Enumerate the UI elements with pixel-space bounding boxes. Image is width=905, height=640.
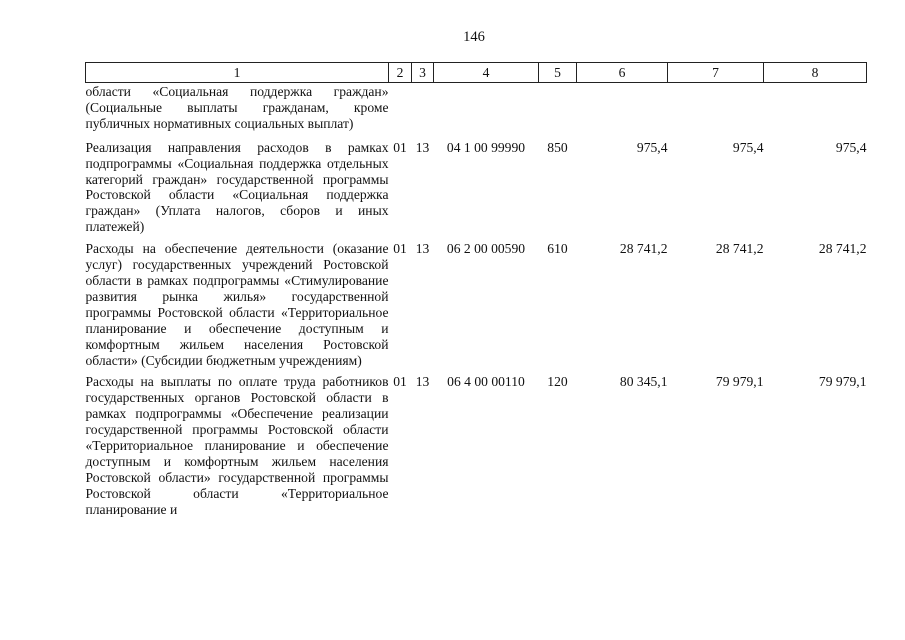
- row-subsection: [412, 83, 434, 140]
- row-amount-1: 975,4: [636, 139, 668, 155]
- header-row: [86, 63, 867, 83]
- row-section: 01: [393, 374, 407, 390]
- row-subsection: 13: [415, 374, 430, 390]
- header-cell-target-article: 4: [434, 63, 539, 83]
- row-target-article: 06 4 00 00110: [447, 374, 525, 390]
- row-amount-1: [577, 83, 668, 140]
- row-expense-type: [539, 83, 577, 140]
- budget-table: [85, 62, 867, 524]
- table-row: [86, 140, 867, 241]
- header-cell-amount-1: 6: [577, 63, 668, 83]
- row-amount-2: 975,4: [732, 139, 764, 155]
- row-expense-type: 610: [547, 241, 568, 257]
- page-number: 146: [463, 29, 485, 45]
- row-amount-3: [764, 83, 867, 140]
- header-cell-expense-type: 5: [539, 63, 577, 83]
- row-section: 01: [393, 139, 407, 155]
- row-description: Расходы на обеспечение деятельности (оказание услуг) государственных учреждений Ростовской области в рамках подпрограммы «Стимулирование развития рынка жилья» государственной программы Ростовской области «Территориальное планирование и обеспечение доступным и комфортным жильем населения Ростовской области» (Субсидии бюджетным учреждениям): [85, 241, 389, 368]
- row-section: [389, 83, 412, 140]
- row-target-article: [434, 83, 539, 140]
- header-cell-subsection: 3: [412, 63, 434, 83]
- row-subsection: 13: [415, 241, 430, 257]
- row-expense-type: 850: [547, 139, 568, 155]
- header-cell-amount-2: 7: [668, 63, 764, 83]
- row-amount-2: 28 741,2: [715, 241, 764, 257]
- row-amount-1: 80 345,1: [619, 374, 668, 390]
- row-subsection: 13: [415, 139, 430, 155]
- row-amount-3: 28 741,2: [818, 241, 867, 257]
- row-amount-2: [668, 83, 764, 140]
- row-amount-3: 79 979,1: [818, 374, 867, 390]
- row-amount-1: 28 741,2: [619, 241, 668, 257]
- row-section: 01: [393, 241, 407, 257]
- table-row: [86, 83, 867, 140]
- header-cell-description: 1: [86, 63, 389, 83]
- row-amount-2: 79 979,1: [715, 374, 764, 390]
- row-description: Реализация направления расходов в рамках подпрограммы «Социальная поддержка отдельных категорий граждан» государственной программы Ростовской области «Социальная поддержка граждан» (Уплата налогов, сборов и иных платежей): [85, 139, 389, 235]
- header-cell-amount-3: 8: [764, 63, 867, 83]
- header-cell-section: 2: [389, 63, 412, 83]
- table-row: [86, 241, 867, 374]
- row-target-article: 06 2 00 00590: [446, 241, 526, 257]
- row-amount-3: 975,4: [835, 139, 867, 155]
- row-description: Расходы на выплаты по оплате труда работников государственных органов Ростовской области в рамках подпрограммы «Обеспечение реализации государственной программы Ростовской области «Территориальное планирование и обеспечение доступным и комфортным жильем населения Ростовской области» государственной программы Ростовской области «Территориальное планирование и: [85, 374, 389, 517]
- table-row: [86, 374, 867, 523]
- row-description: области «Социальная поддержка граждан» (Социальные выплаты гражданам, кроме публичных нормативных социальных выплат): [85, 84, 389, 131]
- row-target-article: 04 1 00 99990: [446, 139, 526, 155]
- row-expense-type: 120: [547, 374, 568, 390]
